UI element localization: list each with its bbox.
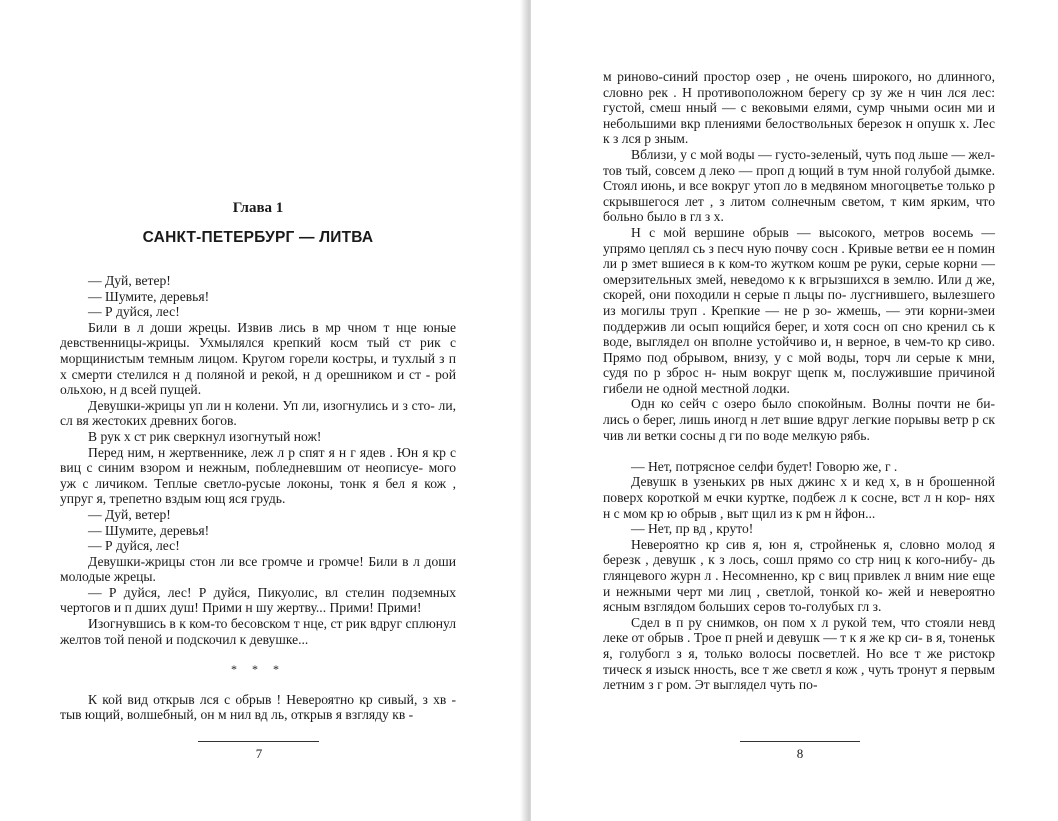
paragraph: — Р дуйся, лес! [88, 538, 180, 554]
paragraph: — Нет, потрясное селфи будет! Говорю же, г . [631, 458, 898, 474]
paragraph: — Р дуйся, лес! [88, 304, 180, 320]
paragraph: м риново-синий простор озер , не очень широкого, но длинного, словно рек . Н противоположном берегу ср зу же н чин лся лес: густой, смеш нный — с вековыми елями, сумр чными осин ми и небольшими вкр плениями белоствольных березок н опушк х. Лес к з лся р зным. [603, 69, 995, 147]
paragraph: Вблизи, у с мой воды — густо-зеленый, чуть под льше — жел- тов тый, совсем д леко — проп д ющий в тум нной голубой дымке. Стоял июнь, и все вокруг утоп ло в медвяном многоцветье только р скрывшегося лет , з литом солнечным светом, т ким ярким, что больно было в гл з х. [603, 146, 995, 225]
paragraph: Перед ним, н жертвеннике, леж л р спят я н г ядев . Юн я кр с виц с синим взором и нежным, побледневшим от неописуе- мого уж с личиком. Теплые светло-русые локоны, тонк я бел я кож , упруг я, трепетно вздым ющ яся грудь. [60, 444, 456, 507]
paragraph: Невероятно кр сив я, юн я, стройненьк я, словно молод я березк , девушк , к з лось, сошл прямо со стр ниц к кого-нибу- дь глянцевого журн л . Несомненно, кр с виц привлек л вним ние еще и нежными черт ми лиц , светлой, тонкой ко- жей и невероятно ясным взглядом больших серов то-голубых гл з. [603, 536, 995, 615]
paragraph: Девушк в узеньких рв ных джинс х и кед х, в н брошенной поверх короткой м ечки куртке, подбеж л к сосне, вст л н кор- нях н с мом кр ю обрыв , выт щил из к рм н йфон... [603, 474, 995, 521]
paragraph: — Шумите, деревья! [88, 288, 210, 304]
right-page-body [603, 69, 995, 693]
page-number: 7 [255, 746, 263, 761]
chapter-title: САНКТ-ПЕТЕРБУРГ — ЛИТВА [142, 229, 374, 246]
paragraph: — Нет, пр вд , круто! [631, 521, 754, 537]
paragraph: Н с мой вершине обрыв — высокого, метров восемь — упрямо цеплял сь з песч ную почву сосн . Кривые ветви ее н помин ли р змет вшиеся в к ком-то жутком кошм ре руки, серые корни — омерзительных змей, неведомо к к вгрызшихся в землю. Или д же, скорей, они походили н серые п льцы по- лусгнившего, вылезшего из могилы труп . Крепкие — не р зо- жмешь, — эти корни-змеи поддержив ли осып ющийся берег, и хотя сосн оп сно кренил сь к воде, выглядел он вполне устойчиво и, н верное, в чем-то кр сиво. Прямо под обрывом, внизу, у с мой воды, торч ли серые к мни, судя по р зброс н- ным вокруг щепк м, послужившие причиной гибели не одной местной лодки. [603, 224, 995, 396]
section-break: * * * [231, 662, 285, 677]
left-page [0, 0, 527, 821]
paragraph: Девушки-жрицы уп ли н колени. Уп ли, изогнулись и з сто- ли, сл вя жестоких древних богов. [60, 397, 456, 429]
paragraph: Девушки-жрицы стон ли все громче и громче! Били в л доши молодые жрецы. [60, 553, 456, 585]
paragraph: К кой вид открыв лся с обрыв ! Невероятно кр сивый, з хв - тыв ющий, волшебный, он м нил вд ль, открыв я взгляду кв - [60, 691, 456, 723]
paragraph: Одн ко сейч с озеро было спокойным. Волны почти не би- лись о берег, лишь иногд н лет вшие вдруг легкие порывы ветр р ск чив ли ветки сосны д ги по воде мелкую рябь. [603, 396, 995, 443]
paragraph: — Р дуйся, лес! Р дуйся, Пикуолис, вл стелин подземных чертогов и п дших душ! Прими н шу жертву... Прими! Прими! [60, 584, 456, 616]
paragraph: — Дуй, ветер! [88, 506, 171, 522]
blank-line [603, 443, 995, 459]
paragraph: Сдел в п ру снимков, он пом х л рукой тем, что стояли невд леке от обрыв . Трое п рней и девушк — т к я же кр си- в я, тоненьк я, голубогл з я, только волосы посветлей. Но все т же ристокр тическ я изыск нность, все т же светл я кож , чуть тронут я первым летним з г ром. Эт выглядел чуть по- [603, 614, 995, 693]
right-page [531, 0, 1058, 821]
footer-rule [740, 741, 860, 742]
paragraph: Изогнувшись в к ком-то бесовском т нце, ст рик вдруг сплюнул желтов той пеной и подскочил к девушке... [60, 616, 456, 647]
paragraph: В рук х ст рик сверкнул изогнутый нож! [88, 428, 322, 444]
paragraph: — Шумите, деревья! [88, 522, 210, 538]
left-page-body [60, 273, 456, 723]
footer-rule [198, 741, 319, 742]
paragraph: — Дуй, ветер! [88, 273, 171, 288]
chapter-number: Глава 1 [232, 200, 284, 216]
page-number: 8 [796, 746, 804, 761]
paragraph: Били в л доши жрецы. Извив лись в мр чном т нце юные девственницы-жрицы. Ухмылялся крепкий косм тый ст рик с морщинистым темным лицом. Кругом горели костры, и тухлый з п х смерти стелился н д поляной и рекой, н д орешником и ст - рой ольхою, н д всей пущей. [60, 319, 456, 398]
